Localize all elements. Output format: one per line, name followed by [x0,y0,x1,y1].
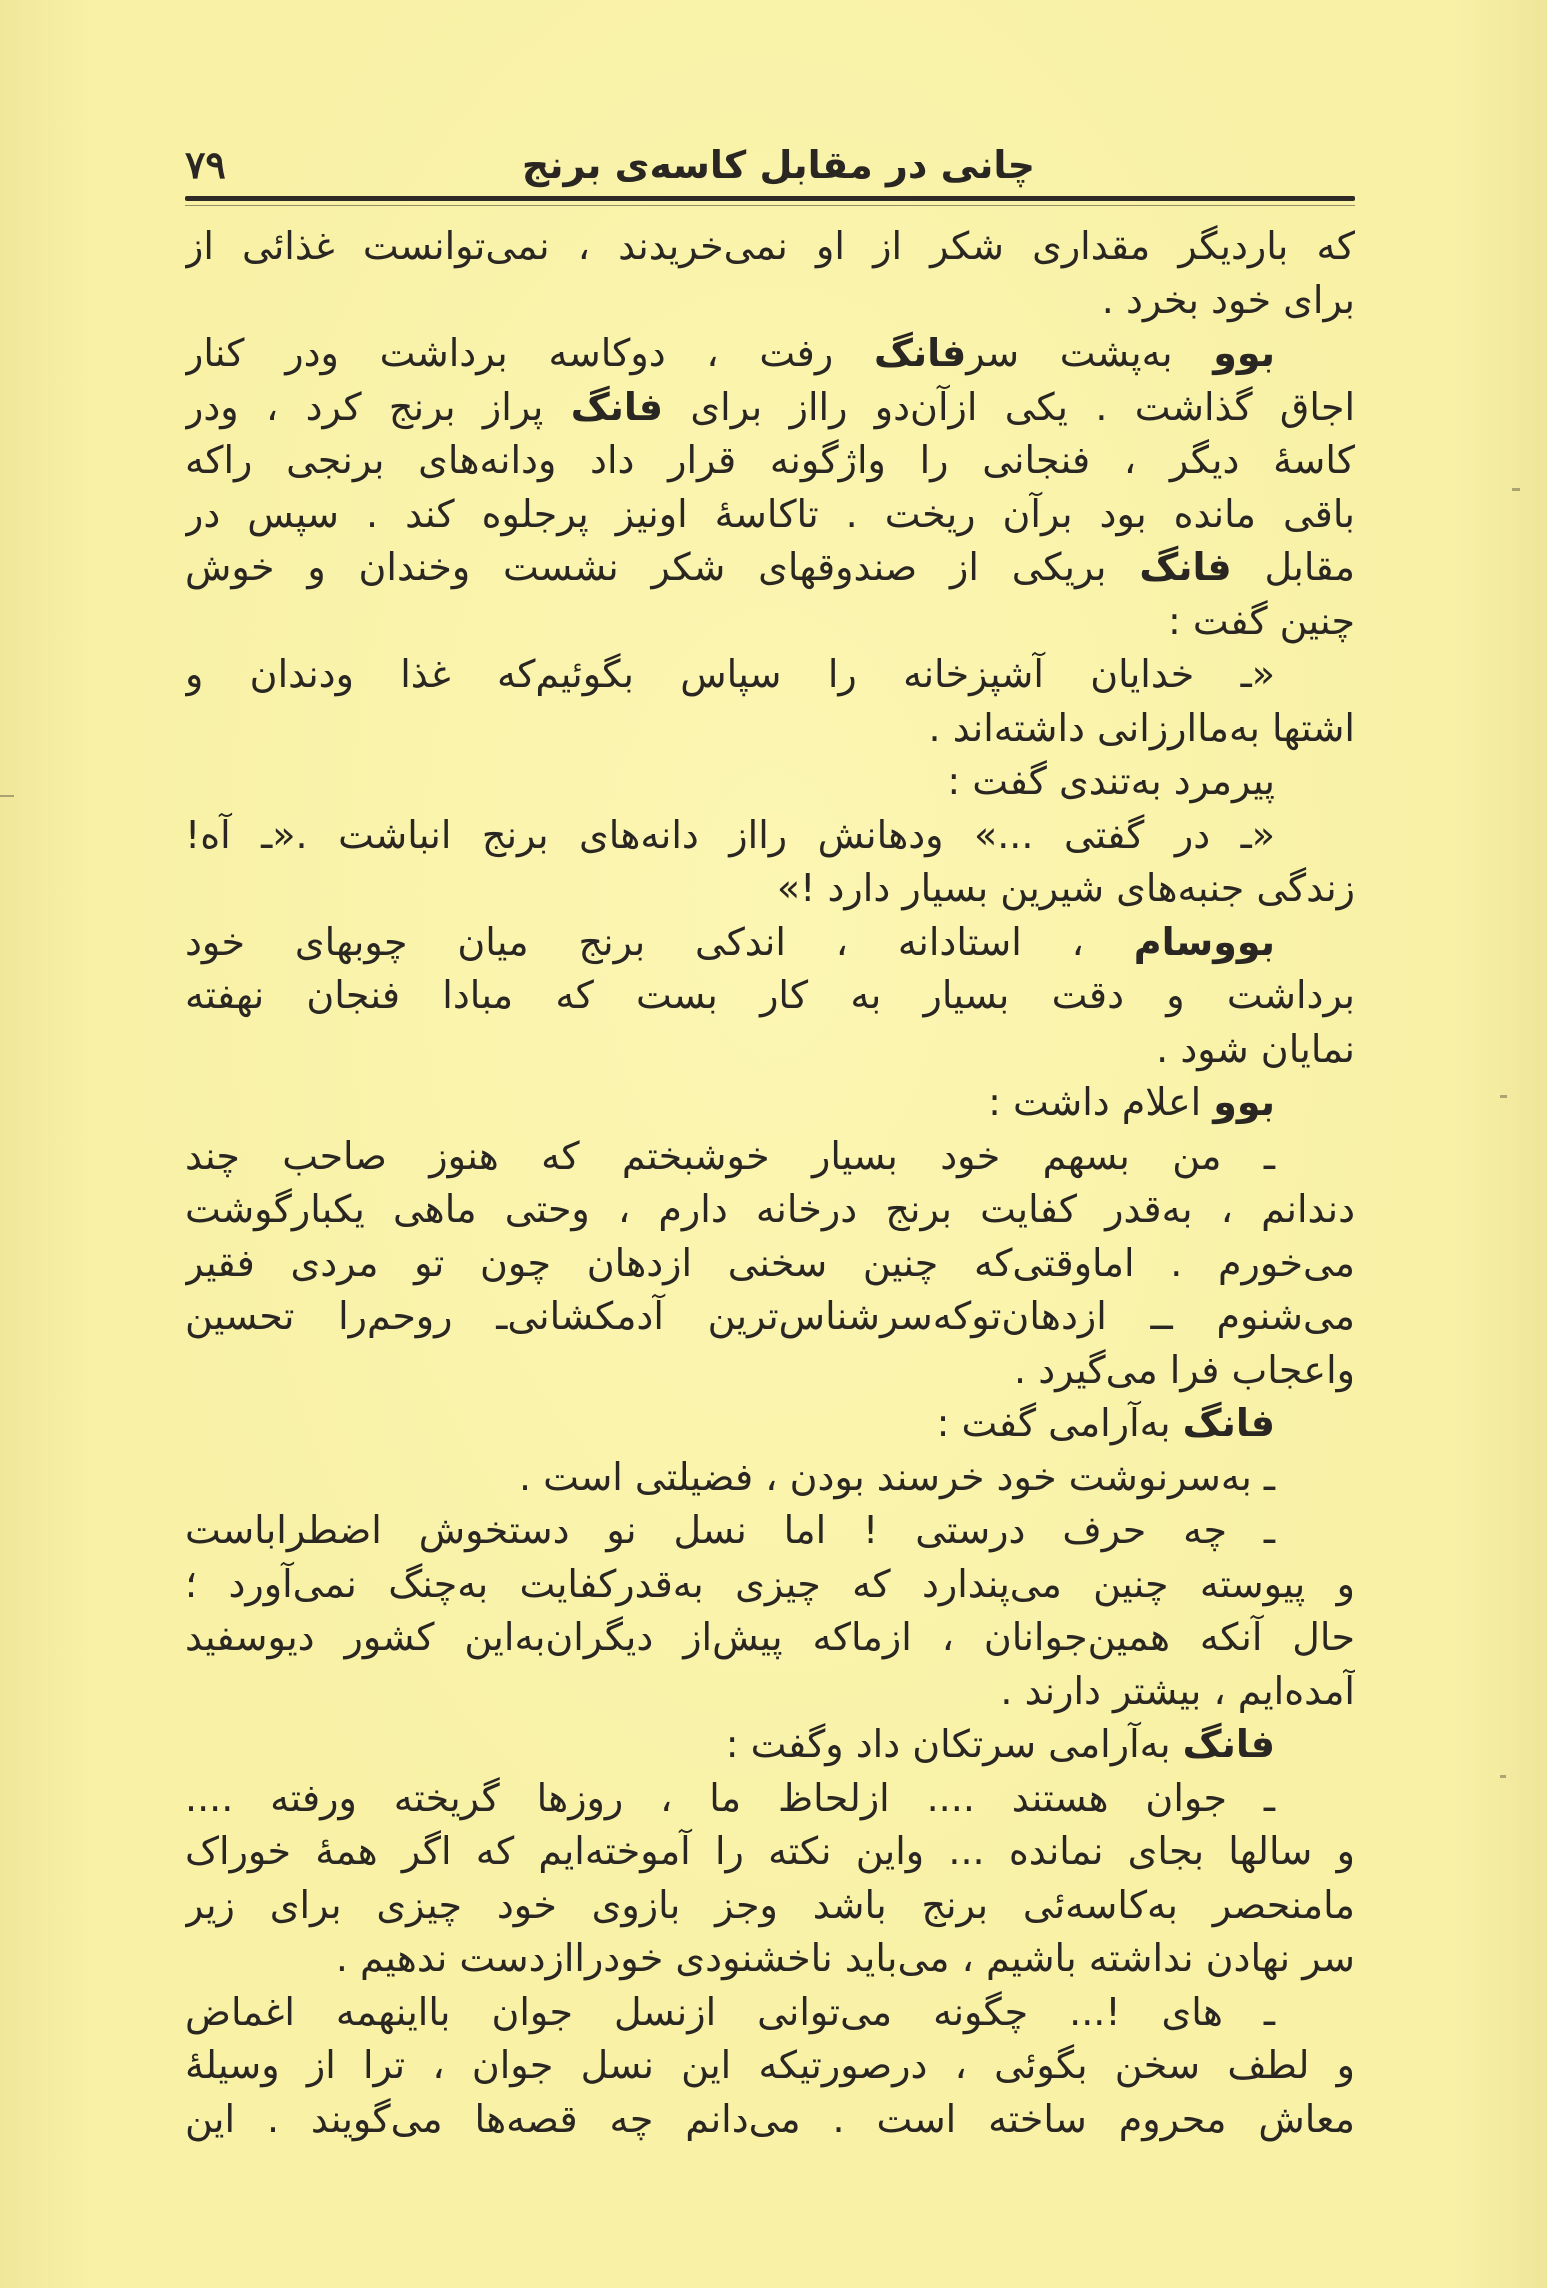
text-line: زندگی جنبه‌های شیرین بسیار دارد !» [776,866,1355,910]
page-number: ۷۹ [185,142,226,187]
page-edge-mark [1500,1095,1507,1098]
text-line [185,541,1355,595]
page-header [185,140,1355,190]
header-rule-thin [185,205,1355,206]
text-line: و سالها بجای نمانده ... واین نکته را آموخته‌ایم که اگر همهٔ خوراک [185,1829,1355,1873]
text-line [185,327,1355,381]
text-line: «ـ در گفتی ...» ودهانش رااز دانه‌های برنج انباشت .«ـ آه! [185,812,1275,857]
text-fragment: به‌پشت سر [966,331,1214,375]
text-fragment: به‌آرامی گفت : [936,1401,1183,1445]
character-name: فانگ [1182,1722,1275,1766]
text-line: کاسهٔ دیگر ، فنجانی را واژگونه قرار داد ودانه‌های برنجی راکه [185,438,1355,482]
header-rule [185,196,1355,201]
page-edge-mark [1512,488,1520,491]
text-line: ـ های !... چگونه می‌توانی ازنسل جوان بااینهمه اغماض [185,1989,1275,2034]
text-fragment: بریکی از صندوقهای شکر نشست وخندان و خوش [185,545,1140,589]
text-line: دندانم ، به‌قدر کفایت برنج درخانه دارم ، وحتی ماهی یکبارگوشت [185,1187,1355,1231]
character-name: بوو [1213,331,1275,375]
body-text [185,220,1355,2146]
text-fragment: اعلام داشت : [988,1080,1214,1124]
text-fragment: مقابل [1231,545,1355,589]
character-name: فانگ [570,384,664,429]
text-fragment: رفت ، دوکاسه برداشت ودر کنار [185,331,874,375]
text-line: می‌خورم . اماوقتی‌که چنین سخنی ازدهان چون تو مردی فقیر [185,1240,1355,1285]
text-line: و پیوسته چنین می‌پندارد که چیزی به‌قدرکفایت به‌چنگ نمی‌آورد ؛ [185,1561,1355,1606]
text-line: سر نهادن نداشته باشیم ، می‌باید ناخشنودی خودرااز‌دست ندهیم . [335,1936,1355,1980]
text-line [185,381,1355,435]
page-edge-mark [0,795,14,797]
text-line: «ـ خدایان آشپزخانه را سپاس بگوئیم‌که غذا ودندان و [185,652,1275,696]
page-edge-mark [1500,1775,1506,1778]
text-line: واعجاب فرا می‌گیرد . [1014,1347,1355,1392]
text-line: اشتها به‌ماارزانی داشته‌اند . [928,705,1355,750]
text-line: ـ چه حرف درستی ! اما نسل نو دستخوش اضطراباست [185,1508,1275,1552]
text-line [185,916,1355,970]
text-fragment: پراز برنج کرد ، ودر [185,384,571,429]
text-line [185,1397,1355,1451]
text-line: مامنحصر به‌کاسه‌ئی برنج باشد وجز بازوی خود چیزی برای زیر [185,1882,1355,1927]
text-line: معاش محروم ساخته است . می‌دانم چه قصه‌ها می‌گویند . این [185,2096,1355,2141]
text-fragment: اجاق گذاشت . یکی ازآن‌دو رااز برای [663,384,1355,429]
text-line: باقی مانده بود برآن ریخت . تاکاسهٔ اونیز پرجلوه کند . سپس در [185,491,1355,536]
running-title: چانی در مقابل کاسه‌ی برنج [521,143,1035,187]
text-line: ـ به‌سرنوشت خود خرسند بودن ، فضیلتی است . [518,1454,1275,1499]
text-line: می‌شنوم ــ ازدهان‌توکه‌سرشناس‌ترین آدمکشانی‌ـ روحم‌را تحسین [185,1294,1355,1338]
text-line: آمده‌ایم ، بیشتر دارند . [1000,1668,1355,1713]
character-name: فانگ [873,331,967,375]
text-line: حال آنکه همین‌جوانان ، ازماکه پیش‌از دیگران‌به‌این کشور دیوسفید [185,1615,1355,1659]
text-line: نمایان شود . [1156,1026,1355,1071]
text-line: چنین گفت : [1168,598,1355,643]
text-line: ـ من بسهم خود بسیار خوشبختم که هنوز صاحب چند [185,1133,1275,1178]
character-name: فانگ [1139,545,1232,589]
text-line: ـ جوان هستند .... ازلحاظ ما ، روزها گریخته ورفته .... [185,1775,1275,1820]
text-line [185,1076,1355,1130]
text-line: برای خود بخرد . [1101,277,1355,322]
character-name: بوو [1213,1080,1275,1124]
text-line [185,1718,1355,1772]
text-fragment: ، استادانه ، اندکی برنج میان چوبهای خود [185,919,1134,964]
text-line: که باردیگر مقداری شکر از او نمی‌خریدند ، نمی‌توانست غذائی از [185,224,1355,268]
text-line: برداشت و دقت بسیار به کار بست که مبادا فنجان نهفته [185,973,1355,1017]
text-line: پیرمرد به‌تندی گفت : [947,759,1275,803]
text-fragment: به‌آرامی سرتکان داد وگفت : [725,1722,1183,1766]
character-name: فانگ [1182,1401,1275,1445]
text-line: و لطف سخن بگوئی ، درصورتیکه این نسل جوان ، ترا از وسیلهٔ [185,2043,1355,2087]
character-name: بووسام [1133,919,1275,964]
